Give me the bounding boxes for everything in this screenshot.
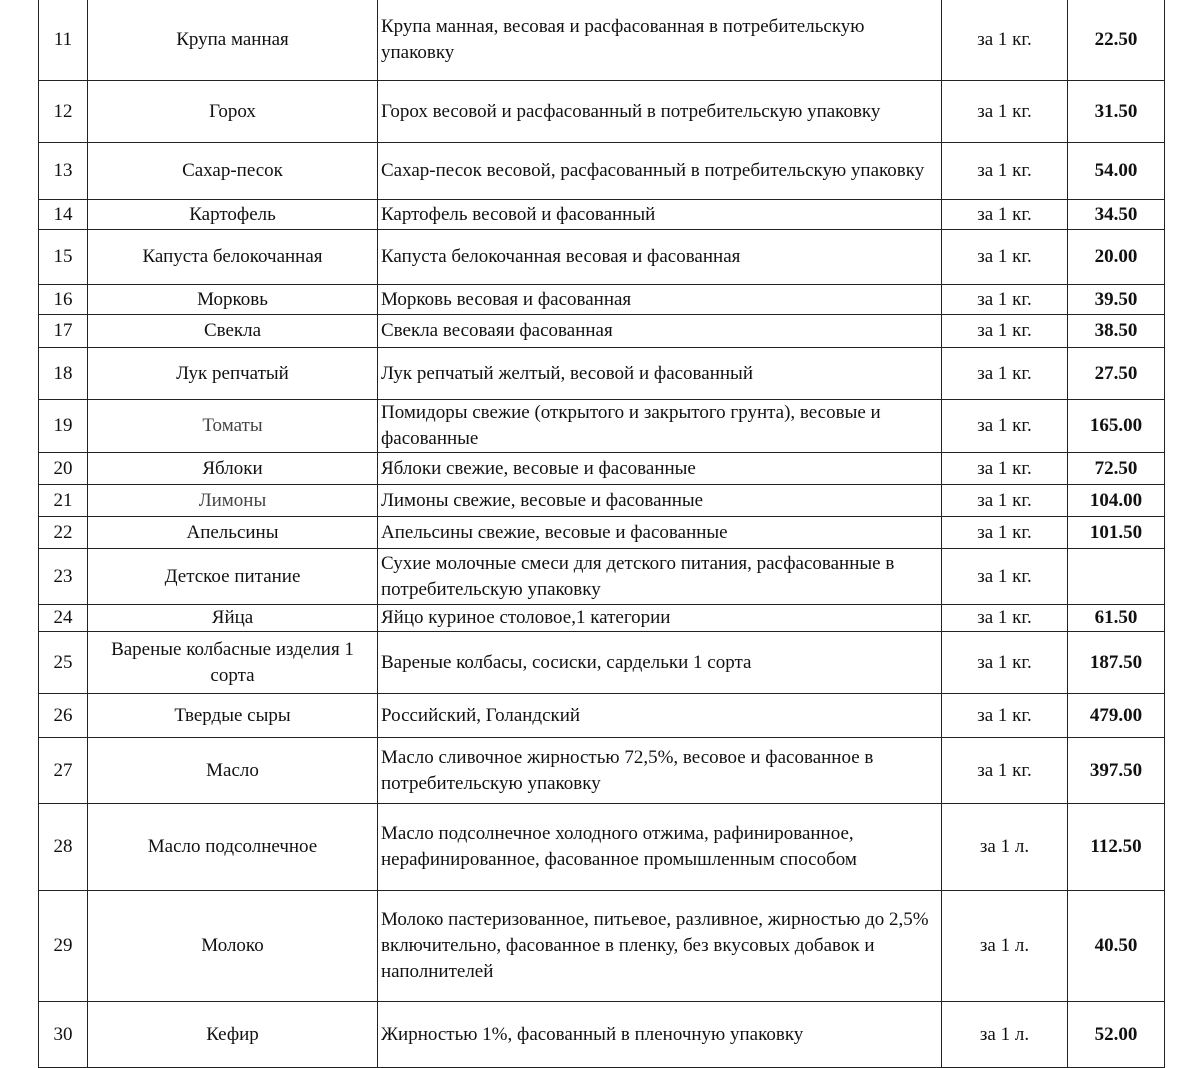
row-number: 15: [39, 230, 88, 285]
unit-cell: за 1 л.: [942, 891, 1068, 1002]
product-name: Сахар-песок: [88, 143, 378, 200]
product-description: Российский, Голандский: [378, 694, 942, 738]
unit-cell: за 1 кг.: [942, 549, 1068, 605]
row-number: 30: [39, 1002, 88, 1068]
table-row: [39, 804, 1165, 891]
unit-cell: за 1 кг.: [942, 485, 1068, 517]
row-number: 29: [39, 891, 88, 1002]
product-name: Горох: [88, 81, 378, 143]
product-name: Свекла: [88, 315, 378, 348]
unit-cell: за 1 кг.: [942, 605, 1068, 632]
product-description: Яблоки свежие, весовые и фасованные: [378, 453, 942, 485]
table-row: [39, 738, 1165, 804]
product-description: Масло подсолнечное холодного отжима, рафинированное, нерафинированное, фасованное промышленным способом: [378, 804, 942, 891]
price-cell: 39.50: [1068, 285, 1165, 315]
unit-cell: за 1 кг.: [942, 348, 1068, 400]
price-cell: 112.50: [1068, 804, 1165, 891]
unit-cell: за 1 л.: [942, 1002, 1068, 1068]
table-row: [39, 517, 1165, 549]
price-cell: 61.50: [1068, 605, 1165, 632]
unit-cell: за 1 л.: [942, 804, 1068, 891]
product-name: Апельсины: [88, 517, 378, 549]
table-row: [39, 0, 1165, 81]
product-description: Морковь весовая и фасованная: [378, 285, 942, 315]
price-cell: 40.50: [1068, 891, 1165, 1002]
product-name: Детское питание: [88, 549, 378, 605]
unit-cell: за 1 кг.: [942, 315, 1068, 348]
price-cell: 52.00: [1068, 1002, 1165, 1068]
unit-cell: за 1 кг.: [942, 400, 1068, 453]
unit-cell: за 1 кг.: [942, 230, 1068, 285]
row-number: 12: [39, 81, 88, 143]
table-row: [39, 605, 1165, 632]
price-table: [38, 0, 1165, 1068]
unit-cell: за 1 кг.: [942, 694, 1068, 738]
row-number: 24: [39, 605, 88, 632]
row-number: 21: [39, 485, 88, 517]
product-name: Морковь: [88, 285, 378, 315]
price-cell: 479.00: [1068, 694, 1165, 738]
product-name: Масло подсолнечное: [88, 804, 378, 891]
unit-cell: за 1 кг.: [942, 453, 1068, 485]
row-number: 17: [39, 315, 88, 348]
product-description: Горох весовой и расфасованный в потребительскую упаковку: [378, 81, 942, 143]
product-description: Сахар-песок весовой, расфасованный в потребительскую упаковку: [378, 143, 942, 200]
product-name: Яйца: [88, 605, 378, 632]
product-name: Картофель: [88, 200, 378, 230]
table-row: [39, 143, 1165, 200]
row-number: 13: [39, 143, 88, 200]
table-row: [39, 230, 1165, 285]
row-number: 20: [39, 453, 88, 485]
unit-cell: за 1 кг.: [942, 738, 1068, 804]
table-row: [39, 694, 1165, 738]
table-row: [39, 453, 1165, 485]
price-cell: 54.00: [1068, 143, 1165, 200]
row-number: 23: [39, 549, 88, 605]
product-name: Молоко: [88, 891, 378, 1002]
table-row: [39, 1002, 1165, 1068]
unit-cell: за 1 кг.: [942, 143, 1068, 200]
product-description: Помидоры свежие (открытого и закрытого грунта), весовые и фасованные: [378, 400, 942, 453]
product-description: Крупа манная, весовая и расфасованная в потребительскую упаковку: [378, 0, 942, 81]
row-number: 18: [39, 348, 88, 400]
price-cell: 22.50: [1068, 0, 1165, 81]
product-description: Лук репчатый желтый, весовой и фасованный: [378, 348, 942, 400]
row-number: 19: [39, 400, 88, 453]
unit-cell: за 1 кг.: [942, 0, 1068, 81]
unit-cell: за 1 кг.: [942, 517, 1068, 549]
product-description: Свекла весоваяи фасованная: [378, 315, 942, 348]
unit-cell: за 1 кг.: [942, 81, 1068, 143]
product-name: Лук репчатый: [88, 348, 378, 400]
product-name: Капуста белокочанная: [88, 230, 378, 285]
price-cell: 72.50: [1068, 453, 1165, 485]
table-row: [39, 400, 1165, 453]
row-number: 14: [39, 200, 88, 230]
product-description: Капуста белокочанная весовая и фасованная: [378, 230, 942, 285]
product-name: Твердые сыры: [88, 694, 378, 738]
product-name: Томаты: [88, 400, 378, 453]
price-cell: [1068, 549, 1165, 605]
product-name: Вареные колбасные изделия 1 сорта: [88, 632, 378, 694]
price-cell: 397.50: [1068, 738, 1165, 804]
row-number: 28: [39, 804, 88, 891]
unit-cell: за 1 кг.: [942, 200, 1068, 230]
product-description: Апельсины свежие, весовые и фасованные: [378, 517, 942, 549]
product-name: Яблоки: [88, 453, 378, 485]
product-description: Сухие молочные смеси для детского питания, расфасованные в потребительскую упаковку: [378, 549, 942, 605]
table-row: [39, 200, 1165, 230]
price-cell: 165.00: [1068, 400, 1165, 453]
price-cell: 38.50: [1068, 315, 1165, 348]
product-name: Лимоны: [88, 485, 378, 517]
row-number: 26: [39, 694, 88, 738]
table-body: [39, 0, 1165, 1068]
product-name: Крупа манная: [88, 0, 378, 81]
product-description: Молоко пастеризованное, питьевое, разливное, жирностью до 2,5% включительно, фасованное в пленку, без вкусовых добавок и наполнителей: [378, 891, 942, 1002]
unit-cell: за 1 кг.: [942, 285, 1068, 315]
product-description: Вареные колбасы, сосиски, сардельки 1 сорта: [378, 632, 942, 694]
row-number: 25: [39, 632, 88, 694]
product-description: Яйцо куриное столовое,1 категории: [378, 605, 942, 632]
table-row: [39, 285, 1165, 315]
row-number: 11: [39, 0, 88, 81]
product-description: Жирностью 1%, фасованный в пленочную упаковку: [378, 1002, 942, 1068]
product-name: Масло: [88, 738, 378, 804]
price-cell: 20.00: [1068, 230, 1165, 285]
price-cell: 34.50: [1068, 200, 1165, 230]
price-cell: 101.50: [1068, 517, 1165, 549]
product-description: Масло сливочное жирностью 72,5%, весовое и фасованное в потребительскую упаковку: [378, 738, 942, 804]
price-cell: 27.50: [1068, 348, 1165, 400]
unit-cell: за 1 кг.: [942, 632, 1068, 694]
row-number: 22: [39, 517, 88, 549]
row-number: 16: [39, 285, 88, 315]
table-row: [39, 315, 1165, 348]
table-row: [39, 485, 1165, 517]
price-cell: 104.00: [1068, 485, 1165, 517]
table-row: [39, 81, 1165, 143]
product-name: Кефир: [88, 1002, 378, 1068]
price-cell: 187.50: [1068, 632, 1165, 694]
price-cell: 31.50: [1068, 81, 1165, 143]
table-row: [39, 549, 1165, 605]
table-row: [39, 348, 1165, 400]
row-number: 27: [39, 738, 88, 804]
table-row: [39, 891, 1165, 1002]
product-description: Картофель весовой и фасованный: [378, 200, 942, 230]
table-row: [39, 632, 1165, 694]
product-description: Лимоны свежие, весовые и фасованные: [378, 485, 942, 517]
